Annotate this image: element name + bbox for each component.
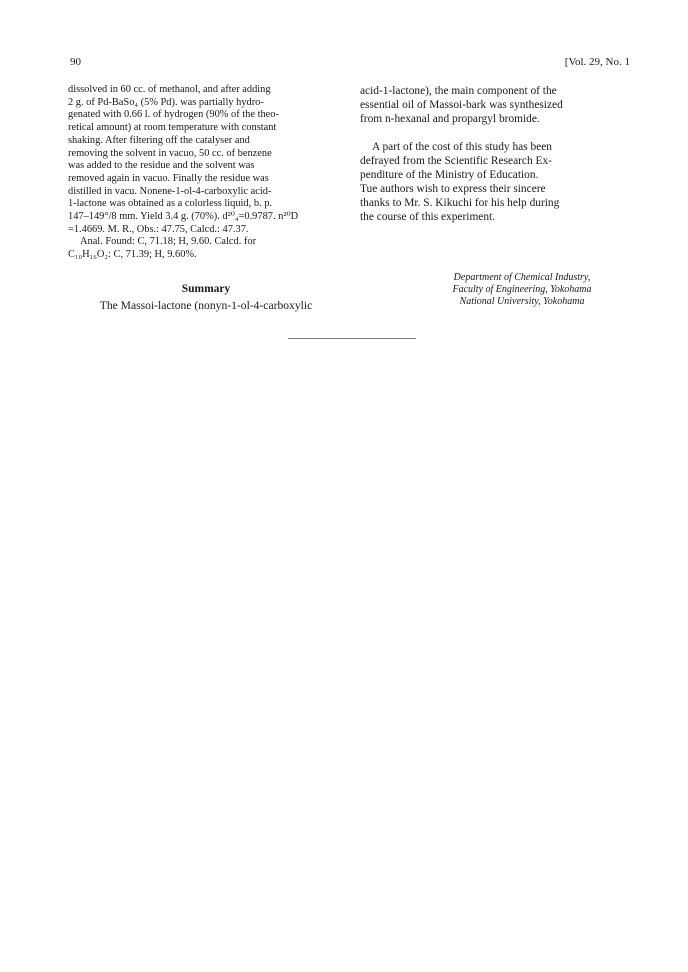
left-column xyxy=(68,84,344,262)
text-line: defrayed from the Scientific Research Ex- xyxy=(360,155,552,167)
text-line: 2 g. of Pd-BaSo₄ (5% Pd). was partially hydro- xyxy=(68,96,264,108)
text-line: acid-1-lactone), the main component of the xyxy=(360,85,557,97)
text-line: from n-hexanal and propargyl bromide. xyxy=(360,113,540,125)
text-line: the course of this experiment. xyxy=(360,211,496,223)
text-line: dissolved in 60 cc. of methanol, and after adding xyxy=(68,84,271,95)
text-line: removed again in vacuo. Finally the residue was xyxy=(68,172,269,184)
text-line: retical amount) at room temperature with constant xyxy=(68,122,277,134)
text-line: 1-lactone was obtained as a colorless liquid, b. p. xyxy=(68,198,273,210)
text-line: Tue authors wish to express their sincere xyxy=(360,183,546,195)
text-line: genated with 0.66 l. of hydrogen (90% of the theo- xyxy=(68,109,279,121)
text-line: =1.4669. M. R., Obs.: 47.75, Calcd.: 47.37. xyxy=(68,223,249,235)
text-line: shaking. After filtering off the catalyser and xyxy=(68,134,250,146)
text-line: penditure of the Ministry of Education. xyxy=(360,169,539,181)
text-line: was added to the residue and the solvent was xyxy=(68,160,255,172)
text-line: Anal. Found: C, 71.18; H, 9.60. Calcd. for xyxy=(80,236,257,248)
text-line: essential oil of Massoi-bark was synthesized xyxy=(360,99,563,111)
end-rule xyxy=(288,338,416,339)
text-line: A part of the cost of this study has been xyxy=(372,141,553,153)
text-line: 147–149°/8 mm. Yield 3.4 g. (70%). d²⁰₄=0.9787. n²⁰D xyxy=(68,211,299,223)
affiliation-line: National University, Yokohama xyxy=(459,296,585,307)
summary-heading: Summary xyxy=(181,283,231,295)
right-column xyxy=(360,84,632,224)
page-number: 90 xyxy=(70,56,81,68)
text-line: C₁₀H₁₆O₂: C, 71.39; H, 9.60%. xyxy=(68,249,197,261)
affiliation-line: Department of Chemical Industry, xyxy=(453,272,591,283)
affiliation xyxy=(392,272,652,308)
volume-label: [Vol. 29, No. 1 xyxy=(564,56,630,68)
summary-text: The Massoi-lactone (nonyn-1-ol-4-carboxylic xyxy=(99,299,313,312)
text-line: distilled in vacu. Nonene-1-ol-4-carboxylic acid- xyxy=(68,185,272,197)
text-line: thanks to Mr. S. Kikuchi for his help during xyxy=(360,197,560,209)
affiliation-line: Faculty of Engineering, Yokohama xyxy=(452,284,592,295)
text-line: removing the solvent in vacuo, 50 cc. of benzene xyxy=(68,147,272,159)
